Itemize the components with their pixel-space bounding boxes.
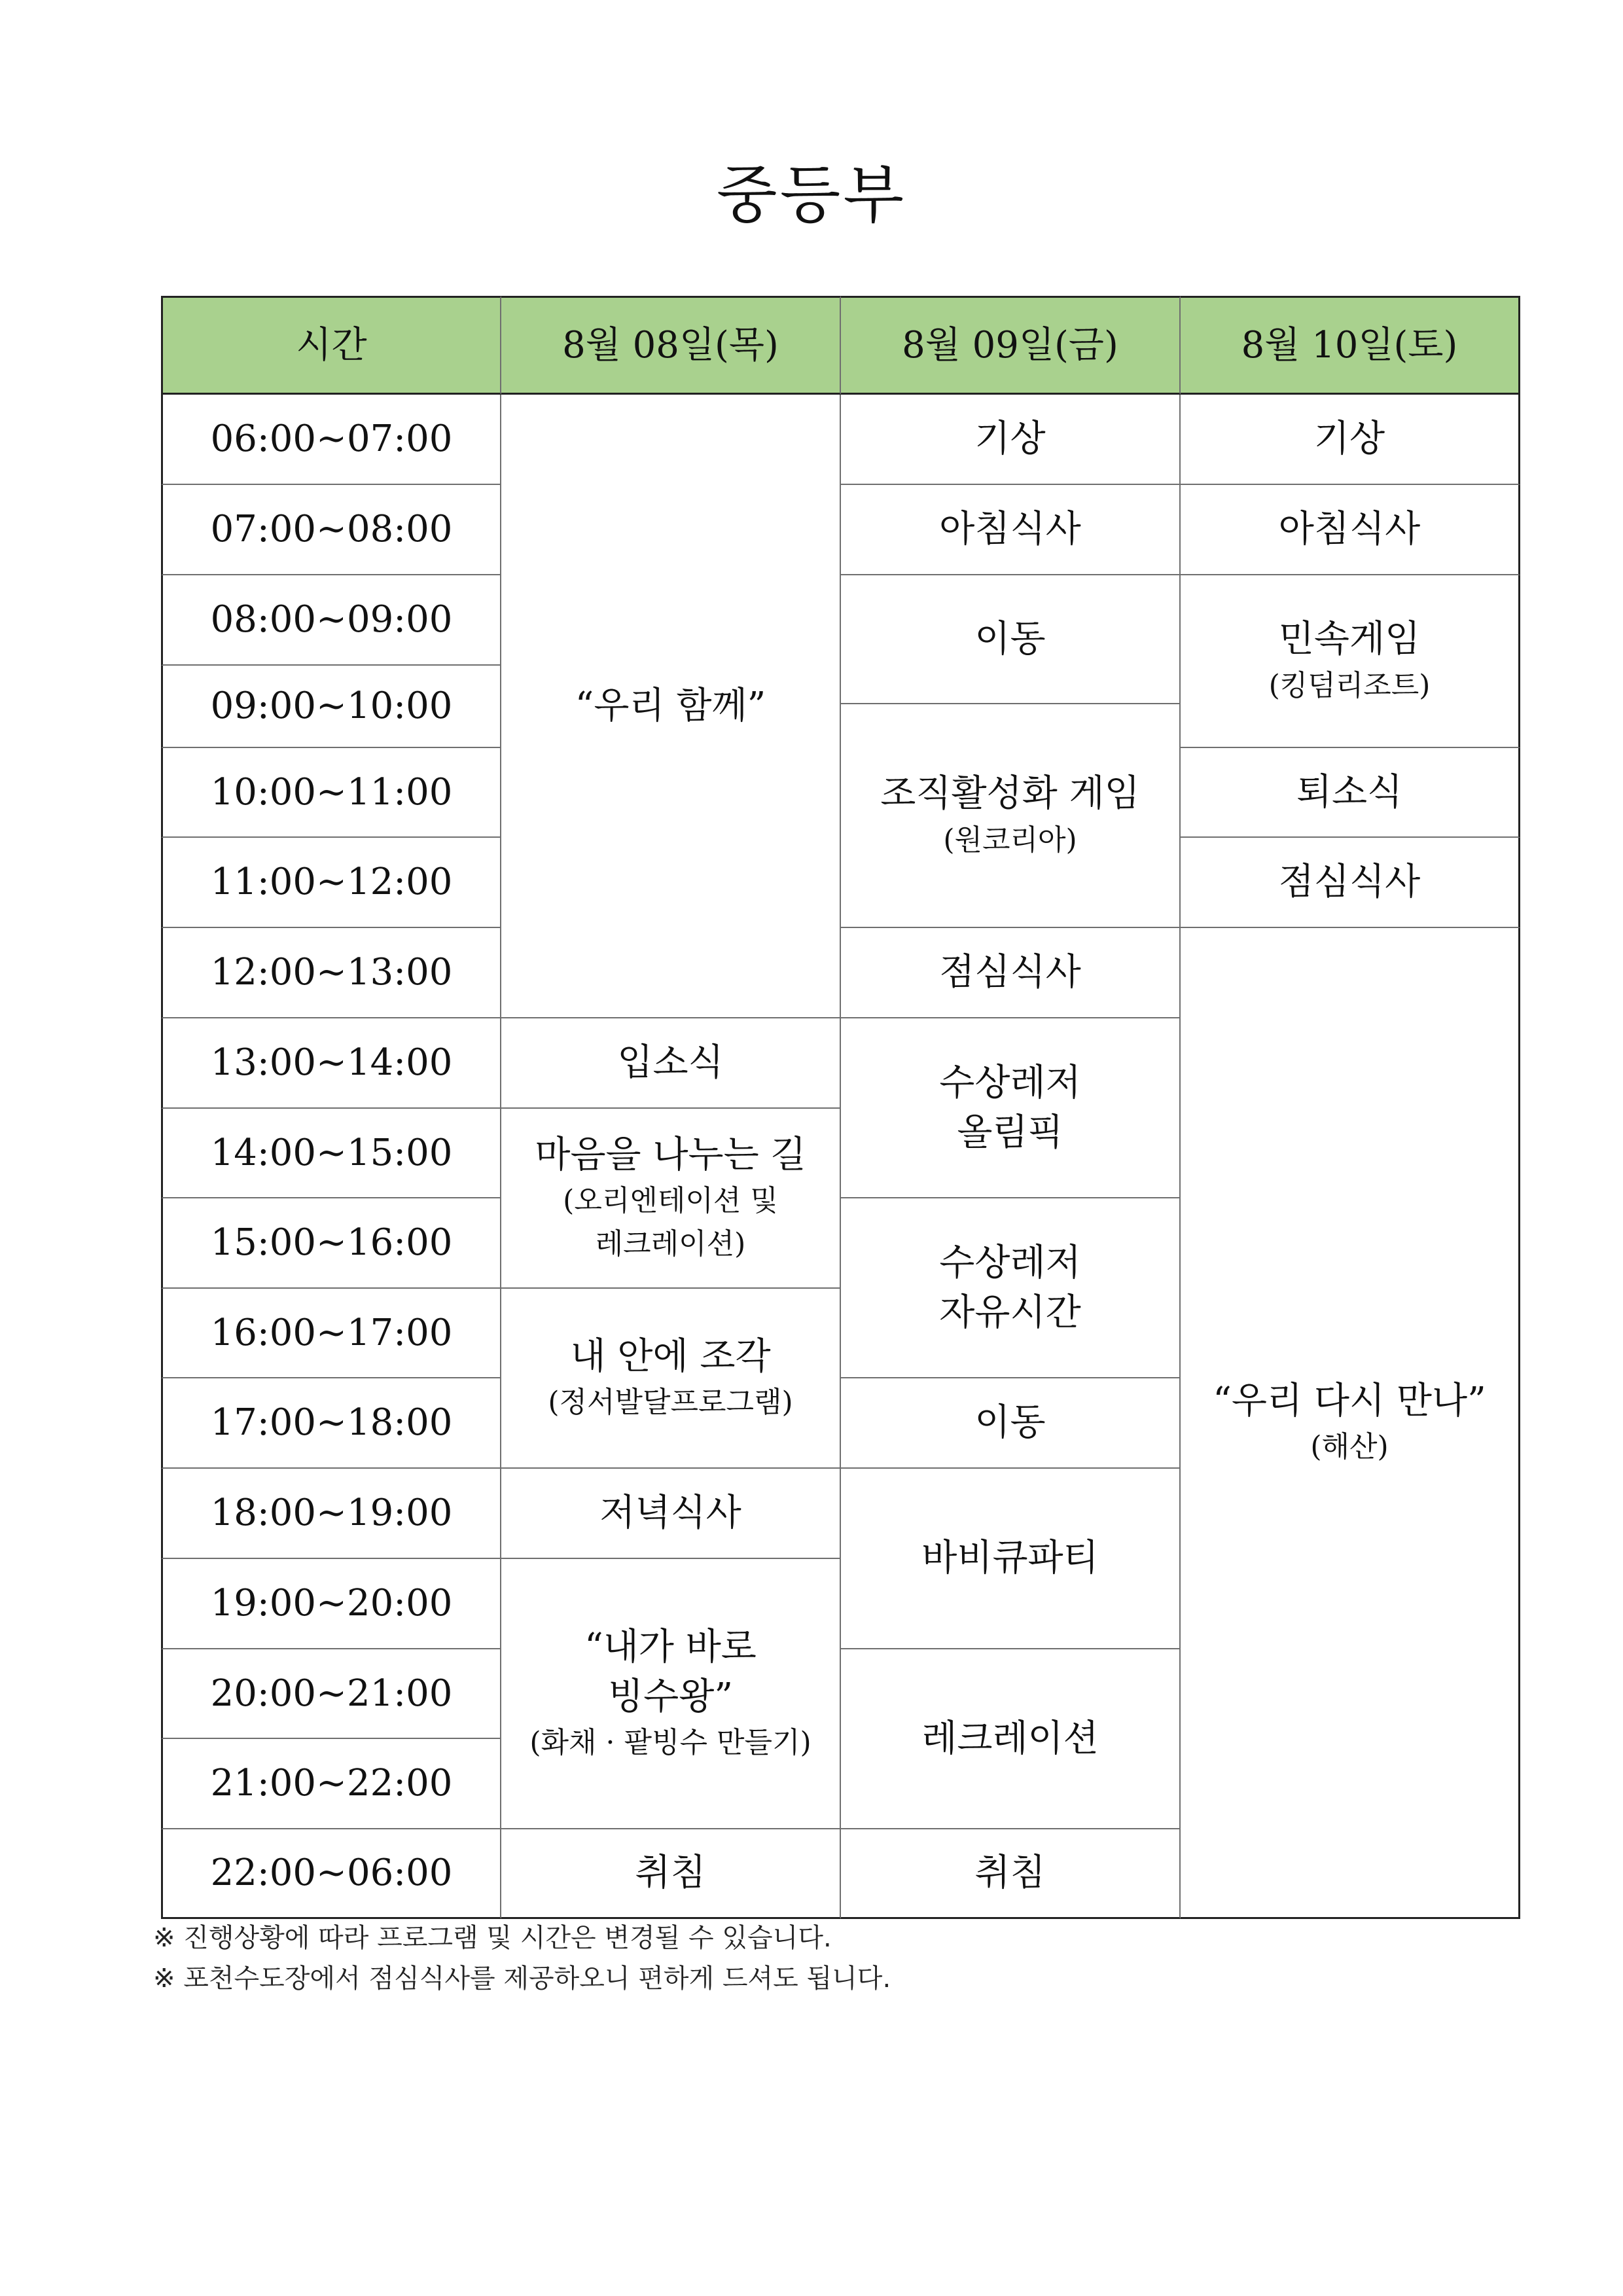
day2-team [841,704,1181,928]
day3-folk-main: 민속게임 [1278,618,1421,661]
time-cell: 17:00~18:00 [161,1378,501,1469]
day2-recreation: 레크레이션 [841,1649,1181,1829]
note-1: ※ 진행상황에 따라 프로그램 및 시간은 변경될 수 있습니다. [153,1923,832,1953]
day1-heart-main: 마음을 나누는 길 [535,1133,806,1176]
time-cell: 22:00~06:00 [161,1829,501,1919]
day2-bbq: 바비큐파티 [841,1469,1181,1649]
time-cell: 14:00~15:00 [161,1109,501,1198]
time-cell: 15:00~16:00 [161,1198,501,1289]
header-time: 시간 [161,296,501,395]
day1-piece-main: 내 안에 조각 [570,1335,771,1378]
time-cell: 10:00~11:00 [161,748,501,838]
day2-wake: 기상 [841,395,1181,485]
time-cell: 16:00~17:00 [161,1289,501,1378]
day2-olympic [841,1018,1181,1198]
day2-free-line2: 자유시간 [939,1291,1081,1334]
day2-team-main: 조직활성화 게임 [880,772,1140,816]
time-cell: 20:00~21:00 [161,1649,501,1739]
time-cell: 09:00~10:00 [161,666,501,748]
day2-olympic-line2: 올림픽 [957,1111,1063,1154]
day1-piece [501,1289,841,1469]
day3-meet-main: “우리 다시 만나” [1213,1379,1486,1422]
footnotes [153,1918,1527,1999]
day3-folk [1181,575,1520,748]
day3-folk-sub: (킹덤리조트) [1268,668,1431,702]
day1-together [501,395,841,1018]
note-2: ※ 포천수도장에서 점심식사를 제공하오니 편하게 드셔도 됩니다. [153,1964,891,1994]
header-day1: 8월 08일(목) [501,296,841,395]
time-cell: 08:00~09:00 [161,575,501,666]
day1-heart [501,1109,841,1289]
header-day2: 8월 09일(금) [841,296,1181,395]
time-cell: 19:00~20:00 [161,1559,501,1649]
day2-free-line1: 수상레저 [939,1241,1081,1284]
time-cell: 21:00~22:00 [161,1739,501,1829]
day1-sleep: 취침 [501,1829,841,1919]
page-title: 중등부 [716,158,907,232]
day3-meet-sub: (해산) [1310,1430,1389,1464]
day3-lunch: 점심식사 [1181,838,1520,928]
day2-free [841,1198,1181,1378]
time-cell: 18:00~19:00 [161,1469,501,1559]
day2-move2: 이동 [841,1378,1181,1469]
day2-lunch: 점심식사 [841,928,1181,1018]
day1-opening: 입소식 [501,1018,841,1109]
day1-bingsu-line1: “내가 바로 [584,1625,757,1668]
day2-move1: 이동 [841,575,1181,704]
time-cell: 11:00~12:00 [161,838,501,928]
day3-closing: 퇴소식 [1181,748,1520,838]
time-cell: 12:00~13:00 [161,928,501,1018]
day1-bingsu-line2: 빙수왕” [608,1675,733,1718]
day2-breakfast: 아침식사 [841,485,1181,575]
day2-team-sub: (원코리아) [943,823,1077,857]
time-cell: 06:00~07:00 [161,395,501,485]
day1-piece-sub: (정서발달프로그램) [548,1386,793,1420]
time-cell: 13:00~14:00 [161,1018,501,1109]
day1-dinner: 저녁식사 [501,1469,841,1559]
day1-bingsu [501,1559,841,1829]
day1-bingsu-sub: (화채 · 팥빙수 만들기) [529,1726,812,1760]
day2-olympic-line1: 수상레저 [939,1061,1081,1104]
day1-heart-sub2: 레크레이션) [595,1227,746,1261]
day3-wake: 기상 [1181,395,1520,485]
day1-together-text: “우리 함께” [575,684,766,727]
day3-breakfast: 아침식사 [1181,485,1520,575]
day3-meet [1181,928,1520,1919]
day2-sleep: 취침 [841,1829,1181,1919]
schedule-table [161,296,1520,1907]
header-day3: 8월 10일(토) [1181,296,1520,395]
day1-heart-sub1: (오리엔테이션 및 [563,1184,778,1218]
time-cell: 07:00~08:00 [161,485,501,575]
